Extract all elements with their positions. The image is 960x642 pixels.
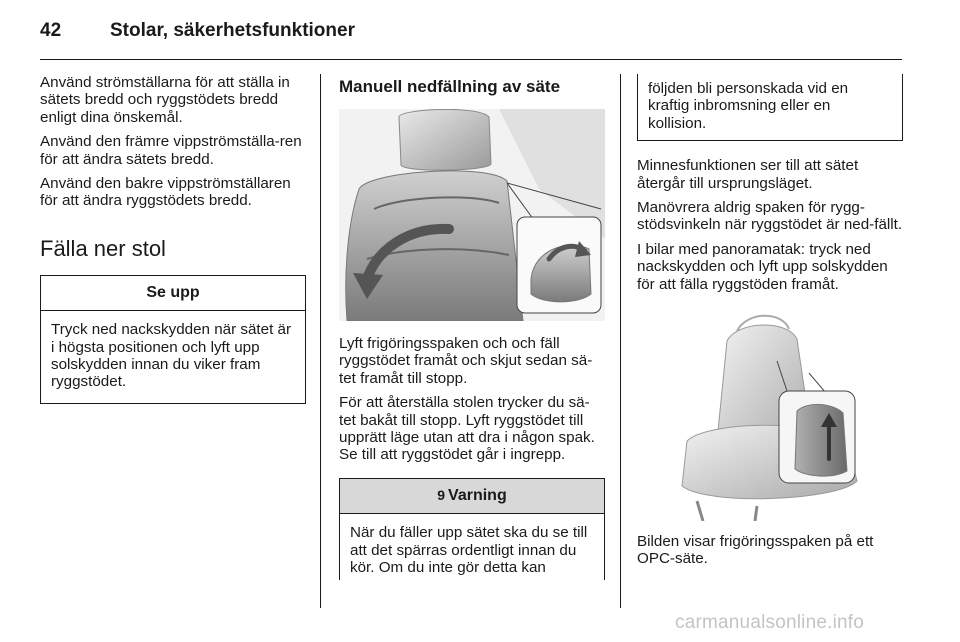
paragraph: Använd den bakre vippströmställaren för att ändra ryggstödets bredd.	[40, 175, 291, 210]
paragraph: Manövrera aldrig spaken för rygg-stödsvinkeln när ryggstödet är ned-fällt.	[637, 199, 903, 234]
seat-fold-drawing	[339, 109, 605, 321]
subsection-heading: Manuell nedfällning av säte	[339, 77, 561, 96]
warning-header	[340, 479, 604, 514]
column-middle	[339, 74, 605, 580]
column-divider	[620, 74, 621, 608]
section-title: Fälla ner stol	[40, 235, 166, 261]
column-divider	[320, 74, 321, 608]
column-right	[637, 74, 903, 575]
image-caption: Bilden visar frigöringsspaken på ett OPC-säte.	[637, 533, 874, 568]
paragraph: Minnesfunktionen ser till att sätet återgår till ursprungsläget.	[637, 157, 859, 192]
chapter-title: Stolar, säkerhetsfunktioner	[110, 20, 355, 41]
warning-title: Varning	[448, 486, 507, 504]
warning-box	[339, 478, 605, 581]
header-rule	[40, 59, 902, 60]
page-number: 42	[40, 20, 62, 41]
opc-seat-illustration	[637, 301, 903, 521]
opc-seat-drawing	[637, 301, 903, 521]
warning-continued: följden bli personskada vid en kraftig inbromsning eller en kollision.	[637, 74, 903, 141]
paragraph: Använd strömställarna för att ställa in sätets bredd och ryggstödets bredd enligt dina önskemål.	[40, 74, 290, 126]
caution-box	[40, 275, 306, 404]
column-left	[40, 74, 306, 404]
watermark: carmanualsonline.info	[675, 612, 865, 633]
caution-title: Se upp	[41, 276, 305, 311]
paragraph: Lyft frigöringsspaken och och fäll ryggstödet framåt och skjut sedan sä-tet framåt till stopp.	[339, 335, 593, 387]
paragraph: Använd den främre vippströmställa-ren för att ändra sätets bredd.	[40, 133, 302, 168]
warning-triangle-icon: 9	[437, 486, 446, 503]
warning-text: När du fäller upp sätet ska du se till att det spärras ordentligt innan du kör. Om du inte gör detta kan	[350, 524, 588, 577]
page-header	[40, 20, 900, 60]
paragraph: För att återställa stolen trycker du sä-tet bakåt till stopp. Lyft ryggstödet till upprätt läge utan att dra i någon spak. Se till att ryggstödet går i ingrepp.	[339, 394, 595, 464]
caution-text: Tryck ned nackskydden när sätet är i högsta positionen och lyft upp solskydden innan du viker fram ryggstödet.	[51, 321, 292, 391]
paragraph: I bilar med panoramatak: tryck ned nackskydden och lyft upp solskydden för att fälla ryggstöden framåt.	[637, 240, 888, 293]
seat-fold-illustration	[339, 109, 605, 321]
